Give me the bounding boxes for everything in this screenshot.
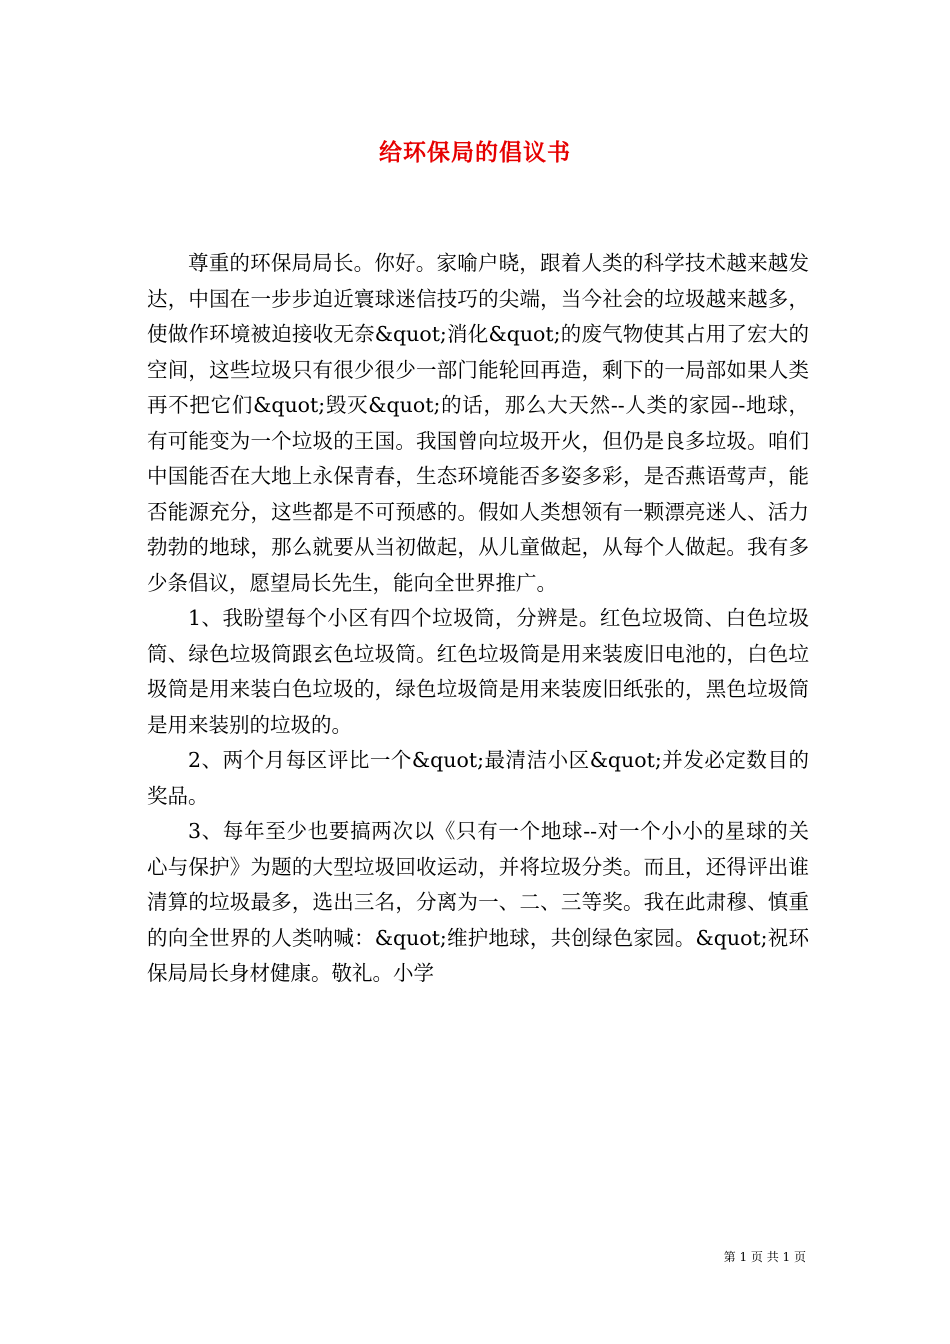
paragraph-intro: 尊重的环保局局长。你好。家喻户晓，跟着人类的科学技术越来越发达，中国在一步步迫近寰球迷信技巧的尖端，当今社会的垃圾越来越多，使做作环境被迫接收无奈&quot;消化&quot;的废气物使其占用了宏大的空间，这些垃圾只有很少很少一部门能轮回再造，剩下的一局部如果人类再不把它们&quot;毁灭&quot;的话，那么大天然--人类的家园--地球，有可能变为一个垃圾的王国。我国曾向垃圾开火，但仍是良多垃圾。咱们中国能否在大地上永保青春，生态环境能否多姿多彩，是否燕语莺声，能否能源充分，这些都是不可预感的。假如人类想领有一颗漂亮迷人、活力勃勃的地球，那么就要从当初做起，从儿童做起，从每个人做起。我有多少条倡议，愿望局长先生，能向全世界推广。 <box>147 251 809 595</box>
paragraph-suggestion-3: 3、每年至少也要搞两次以《只有一个地球--对一个小小的星球的关心与保护》为题的大型垃圾回收运动，并将垃圾分类。而且，还得评出谁清算的垃圾最多，选出三名，分离为一、二、三等奖。我在此肃穆、慎重的向全世界的人类呐喊：&quot;维护地球，共创绿色家园。&quot;祝环保局局长身材健康。敬礼。小学 <box>147 819 809 985</box>
page-number-footer: 第 1 页 共 1 页 <box>723 1250 806 1264</box>
document-body <box>147 246 809 992</box>
document-title: 给环保局的倡议书 <box>379 139 571 166</box>
paragraph-suggestion-2: 2、两个月每区评比一个&quot;最清洁小区&quot;并发必定数目的奖品。 <box>147 748 809 808</box>
paragraph-suggestion-1: 1、我盼望每个小区有四个垃圾筒，分辨是。红色垃圾筒、白色垃圾筒、绿色垃圾筒跟玄色垃圾筒。红色垃圾筒是用来装废旧电池的，白色垃圾筒是用来装白色垃圾的，绿色垃圾筒是用来装废旧纸张的，黑色垃圾筒是用来装别的垃圾的。 <box>147 606 809 737</box>
